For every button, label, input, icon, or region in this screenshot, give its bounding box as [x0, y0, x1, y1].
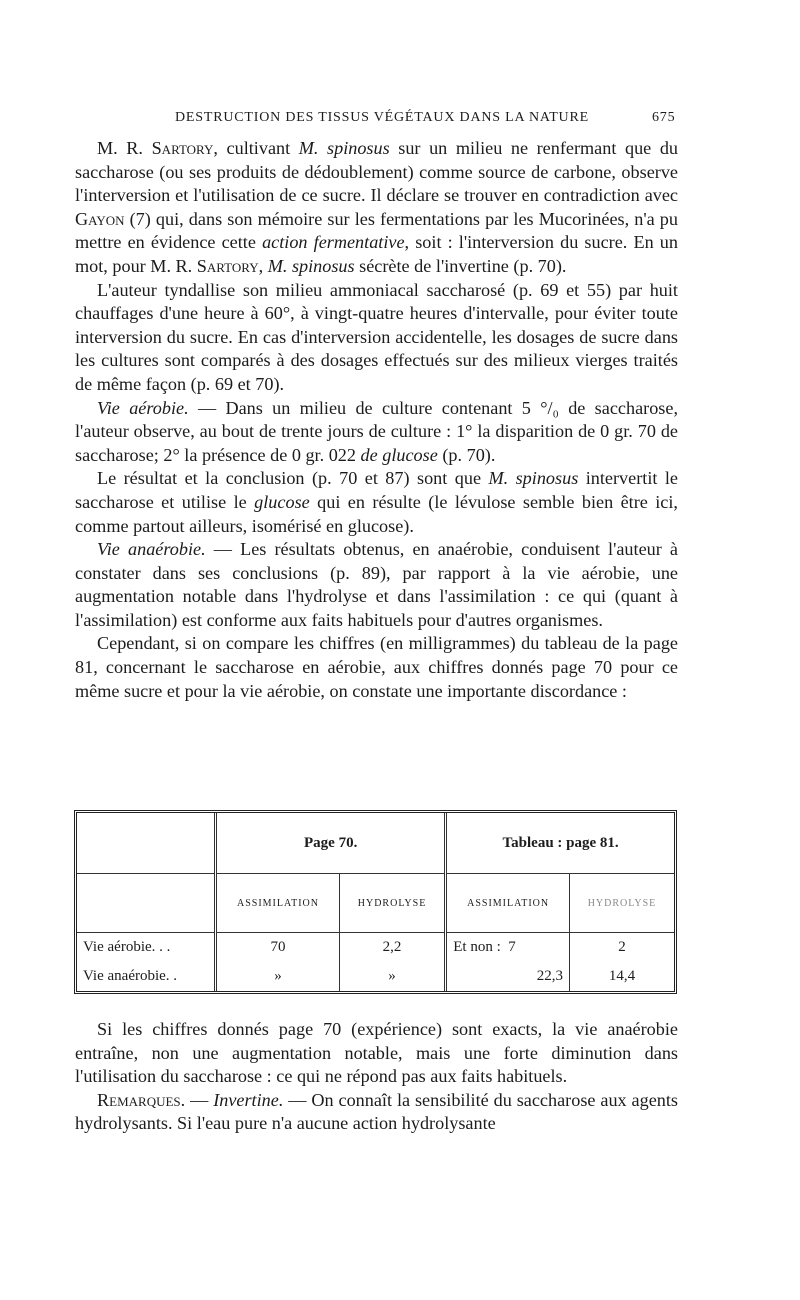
row-label: Vie anaérobie. . — [83, 968, 178, 985]
cell-value: 70 — [216, 933, 340, 963]
table-corner-sub — [77, 874, 216, 933]
paragraph-vie-aerobie: Vie aérobie. — Dans un milieu de culture contenant 5 °/₀ de saccharose, l'auteur observe, au bout de trente jours de culture : 1° la disparition de 0 gr. 70 de saccharose; 2° la présence de 0 gr. 022 de glucose (p. 70). — [75, 397, 678, 465]
cell-value: 22,3 — [446, 962, 570, 991]
col-header-hydrolyse: HYDROLYSE — [569, 874, 674, 933]
page-number: 675 — [652, 110, 676, 125]
cell-value: 2,2 — [339, 933, 445, 963]
paragraph-resultat: Le résultat et la conclusion (p. 70 et 87) sont que M. spinosus intervertit le saccharose et utilise le glucose qui en résulte (le lévulose semble bien être ici, comme partout ailleurs, isomérisé en glucose). — [75, 468, 679, 536]
col-header-assimilation: ASSIMILATION — [216, 874, 340, 933]
paragraph-conclusion: Si les chiffres donnés page 70 (expérience) sont exacts, la vie anaérobie entraîne, non une augmentation notable, mais une forte diminution dans l'utilisation du saccharose : ce qui ne répond pas aux faits habituels. — [75, 1019, 678, 1087]
cell-value: 2 — [569, 933, 674, 963]
cell-value: » — [216, 962, 340, 991]
cell-value: » — [339, 962, 445, 991]
running-header — [0, 110, 800, 132]
paragraph-vie-anaerobie: Vie anaérobie. — Les résultats obtenus, en anaérobie, conduisent l'auteur à constater dans ses conclusions (p. 89), par rapport à la vie aérobie, une augmentation notable dans l'hydrolyse et dans l'assimilation : ce qui (quant à l'assimilation) est conforme aux faits habituels pour d'autres organismes. — [75, 539, 678, 630]
paragraph-cependant: Cependant, si on compare les chiffres (en milligrammes) du tableau de la page 81, concernant le saccharose en aérobie, aux chiffres donnés page 70 pour ce même sucre et pour la vie aérobie, on constate une importante discordance : — [75, 633, 678, 701]
cell-value: Et non : 7 — [446, 933, 570, 963]
table-row — [77, 933, 674, 963]
running-title: DESTRUCTION DES TISSUS VÉGÉTAUX DANS LA NATURE — [175, 110, 589, 125]
col-header-assimilation: ASSIMILATION — [446, 874, 570, 933]
comparison-table — [74, 810, 677, 994]
table-corner — [77, 813, 216, 874]
body-text-upper — [75, 137, 678, 703]
table-group-tableau81: Tableau : page 81. — [446, 813, 674, 874]
row-label: Vie aérobie. . . — [83, 939, 171, 956]
paragraph-tyndallisation: L'auteur tyndallise son milieu ammoniacal saccharosé (p. 69 et 55) par huit chauffages d'une heure à 60°, à vingt-quatre heures d'intervalle, pour éviter toute interversion du sucre. En cas d'interversion accidentelle, les dosages de sucre dans les cultures sont comparés à des dosages effectués sur des milieux vierges traités de même façon (p. 69 et 70). — [75, 279, 678, 394]
paragraph-sartory: M. R. Sartory, cultivant M. spinosus sur un milieu ne renfermant que du saccharose (ou ses produits de dédoublement) comme source de carbone, observe l'interversion et l'utilisation de ce sucre. Il déclare se trouver en contradiction avec Gayon (7) qui, dans son mémoire sur les fermentations par les Mucorinées, n'a pu mettre en évidence cette action fermentative, soit : l'interversion du sucre. En un mot, pour M. R. Sartory, M. spinosus sécrète de l'invertine (p. 70). — [75, 138, 679, 276]
table-group-page70: Page 70. — [216, 813, 446, 874]
paragraph-remarques: Remarques. — Invertine. — On connaît la sensibilité du saccharose aux agents hydrolysants. Si l'eau pure n'a aucune action hydrolysante — [75, 1089, 678, 1134]
table-row — [77, 962, 674, 991]
cell-value: 14,4 — [569, 962, 674, 991]
col-header-hydrolyse: HYDROLYSE — [339, 874, 445, 933]
body-text-lower — [75, 1018, 678, 1136]
